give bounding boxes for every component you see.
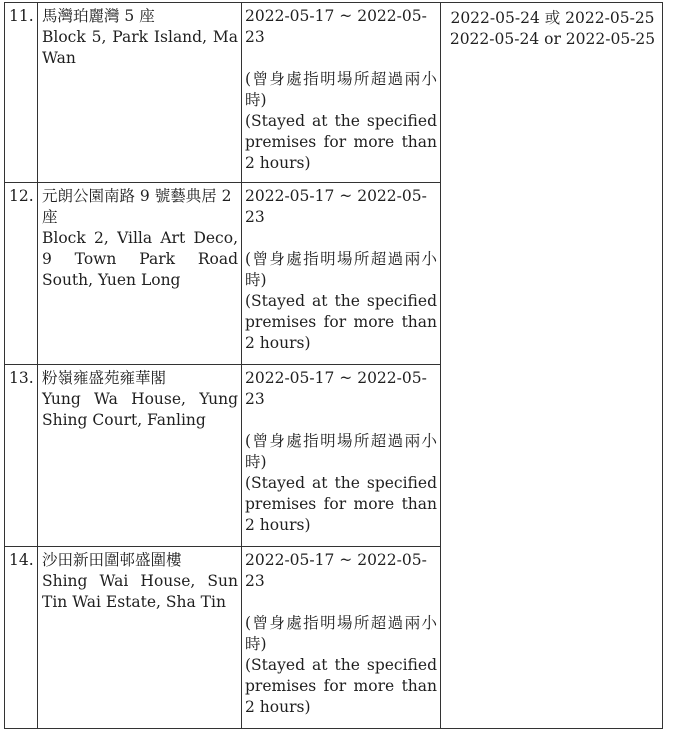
premises-name-zh: 元朗公園南路 9 號藝典居 2 座 xyxy=(42,187,232,226)
note-zh: (曾身處指明場所超過兩小時) xyxy=(245,614,437,653)
period-cell xyxy=(242,183,441,365)
period-cell xyxy=(242,365,441,547)
note-zh: (曾身處指明場所超過兩小時) xyxy=(245,250,437,289)
premises-name-zh: 粉嶺雍盛苑雍華閣 xyxy=(42,369,167,387)
period-cell xyxy=(242,547,441,729)
test-dates-cell xyxy=(441,3,663,729)
period-text: 2022-05-17 ~ 2022-05-23 xyxy=(245,369,427,408)
premises-name-en: Shing Wai House, Sun Tin Wai Estate, Sha Tin xyxy=(42,572,238,611)
row-number: 13. xyxy=(5,365,38,547)
note-en: (Stayed at the specified premises for more than 2 hours) xyxy=(245,292,437,352)
note-en: (Stayed at the specified premises for more than 2 hours) xyxy=(245,112,437,172)
premises-cell xyxy=(38,183,242,365)
note-en: (Stayed at the specified premises for more than 2 hours) xyxy=(245,656,437,716)
period-cell xyxy=(242,3,441,183)
premises-name-zh: 沙田新田圍邨盛圍樓 xyxy=(42,551,182,569)
test-dates-zh: 2022-05-24 或 2022-05-25 xyxy=(450,9,655,27)
premises-name-en: Yung Wa House, Yung Shing Court, Fanling xyxy=(42,390,238,429)
test-dates-en: 2022-05-24 or 2022-05-25 xyxy=(449,30,656,48)
premises-cell xyxy=(38,547,242,729)
period-text: 2022-05-17 ~ 2022-05-23 xyxy=(245,551,427,590)
table-row xyxy=(5,3,663,183)
premises-name-en: Block 2, Villa Art Deco, 9 Town Park Road South, Yuen Long xyxy=(42,229,238,289)
period-text: 2022-05-17 ~ 2022-05-23 xyxy=(245,187,427,226)
period-text: 2022-05-17 ~ 2022-05-23 xyxy=(245,7,427,46)
row-number: 14. xyxy=(5,547,38,729)
premises-table xyxy=(4,2,663,729)
premises-cell xyxy=(38,365,242,547)
note-en: (Stayed at the specified premises for more than 2 hours) xyxy=(245,474,437,534)
note-zh: (曾身處指明場所超過兩小時) xyxy=(245,70,437,109)
premises-name-en: Block 5, Park Island, Ma Wan xyxy=(42,28,238,67)
row-number: 12. xyxy=(5,183,38,365)
row-number: 11. xyxy=(5,3,38,183)
premises-name-zh: 馬灣珀麗灣 5 座 xyxy=(42,7,155,25)
premises-cell xyxy=(38,3,242,183)
note-zh: (曾身處指明場所超過兩小時) xyxy=(245,432,437,471)
